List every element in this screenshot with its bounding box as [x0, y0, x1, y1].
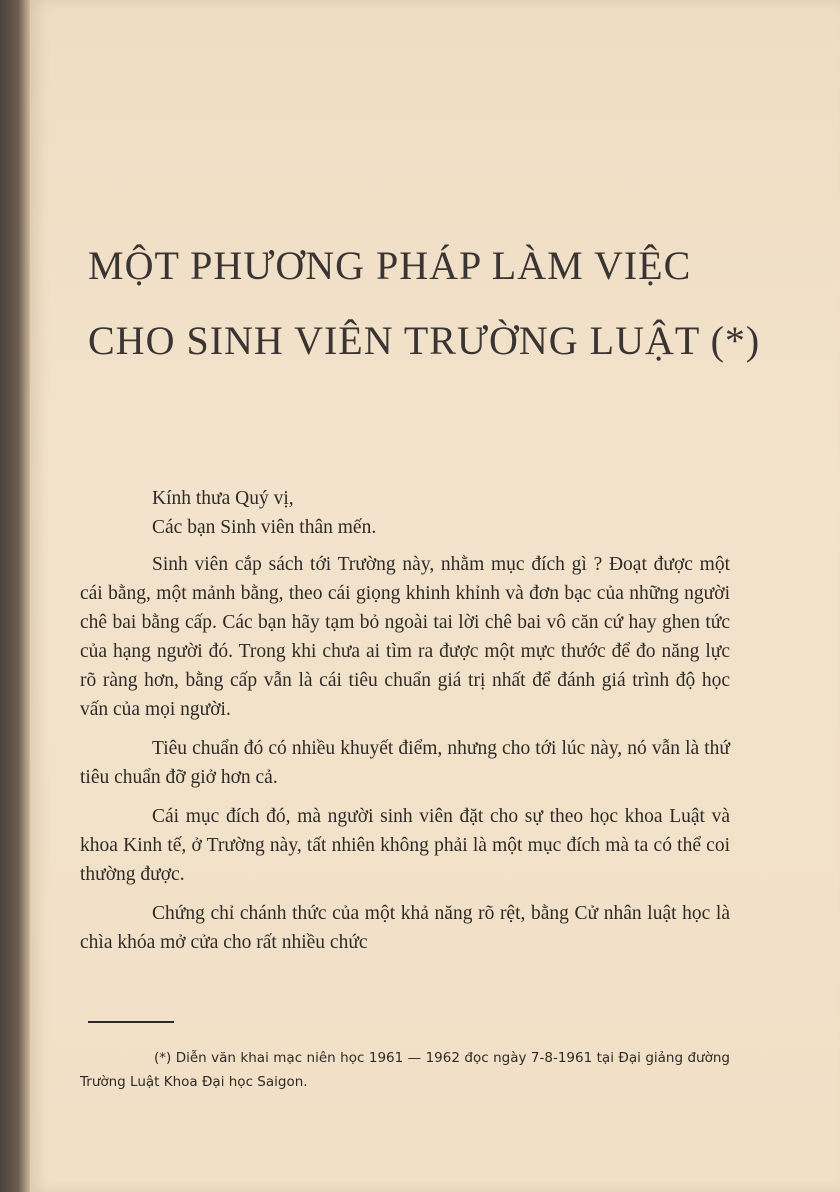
paragraph: Cái mục đích đó, mà người sinh viên đặt cho sự theo học khoa Luật và khoa Kinh tế, ở Trường này, tất nhiên không phải là một mục đích mà ta có thể coi thường được.	[80, 806, 730, 885]
salutation-line: Các bạn Sinh viên thân mến.	[152, 517, 377, 538]
document-page	[30, 0, 840, 1192]
paragraph: Tiêu chuẩn đó có nhiều khuyết điểm, nhưng cho tới lúc này, nó vẫn là thứ tiêu chuẩn đỡ giở hơn cả.	[80, 738, 730, 788]
book-binding-edge	[0, 0, 30, 1192]
chapter-title	[88, 228, 808, 378]
salutation-line: Kính thưa Quý vị,	[152, 488, 294, 509]
body-text	[80, 484, 730, 967]
paragraph: Sinh viên cắp sách tới Trường này, nhằm mục đích gì ? Đoạt được một cái bằng, một mảnh bằng, theo cái giọng khinh khỉnh và đơn bạc của những người chê bai bằng cấp. Các bạn hãy tạm bỏ ngoài tai lời chê bai vô căn cứ hay ghen tức của hạng người đó. Trong khi chưa ai tìm ra được một mực thước để đo năng lực rõ ràng hơn, bằng cấp vẫn là cái tiêu chuẩn giá trị nhất để đánh giá trình độ học vấn của mọi người.	[80, 554, 730, 720]
chapter-title-line-2: CHO SINH VIÊN TRƯỜNG LUẬT (*)	[88, 318, 761, 363]
footnote-divider	[88, 1021, 174, 1023]
footnote: (*) Diễn văn khai mạc niên học 1961 — 1962 đọc ngày 7-8-1961 tại Đại giảng đường Trường Luật Khoa Đại học Saigon.	[80, 1049, 730, 1090]
paragraph: Chứng chỉ chánh thức của một khả năng rõ rệt, bằng Cử nhân luật học là chìa khóa mở cửa cho rất nhiều chức	[80, 903, 730, 953]
chapter-title-line-1: MỘT PHƯƠNG PHÁP LÀM VIỆC	[88, 243, 692, 288]
